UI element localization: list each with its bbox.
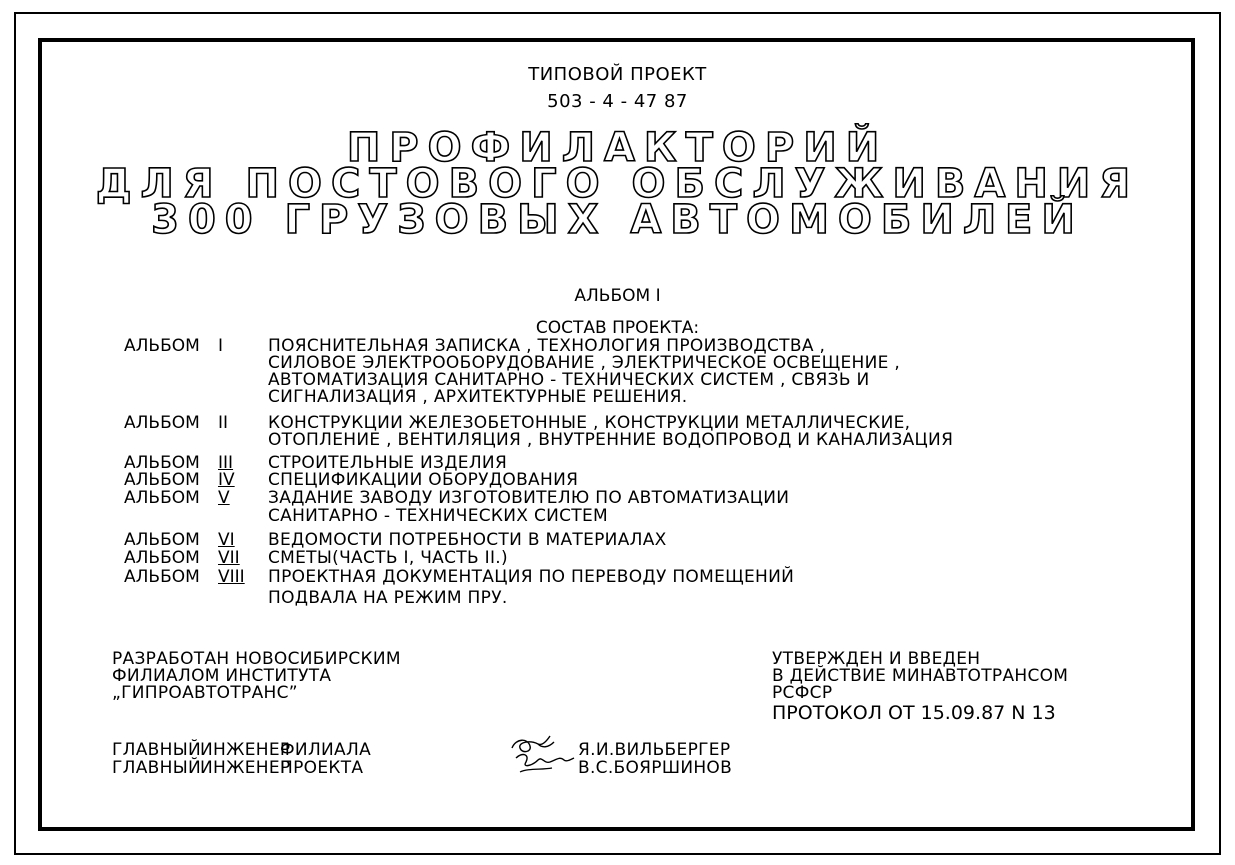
album-number: III [218,453,234,473]
album-label: АЛЬБОМ [124,336,200,356]
signatory-role: ГЛАВНЫЙ [112,740,202,760]
album-current: АЛЬБОМ I [574,286,661,306]
album-text: ПРОЕКТНАЯ ДОКУМЕНТАЦИЯ ПО ПЕРЕВОДУ ПОМЕЩЕНИЙ [268,567,795,587]
developer-line: РАЗРАБОТАН НОВОСИБИРСКИМ [112,649,401,669]
protocol-line: ПРОТОКОЛ ОТ 15.09.87 N 13 [772,702,1056,724]
album-number: V [218,488,230,508]
developer-line: ФИЛИАЛОМ ИНСТИТУТА [112,666,332,686]
project-number: 503 - 4 - 47 87 [547,91,688,112]
signatory-role: ГЛАВНЫЙ [112,758,202,778]
handwritten-signature [508,732,576,780]
album-text: СИГНАЛИЗАЦИЯ , АРХИТЕКТУРНЫЕ РЕШЕНИЯ. [268,387,688,407]
album-number: VI [218,530,235,550]
album-label: АЛЬБОМ [124,488,200,508]
album-label: АЛЬБОМ [124,413,200,433]
signatory-role: ИНЖЕНЕР [200,758,291,778]
album-text: ЗАДАНИЕ ЗАВОДУ ИЗГОТОВИТЕЛЮ ПО АВТОМАТИЗАЦИИ [268,488,790,508]
title-line-3: 300 ГРУЗОВЫХ АВТОМОБИЛЕЙ [151,197,1084,243]
album-number: IV [218,470,235,490]
composition-heading: СОСТАВ ПРОЕКТА: [535,318,700,338]
album-label: АЛЬБОМ [124,548,200,568]
album-text: САНИТАРНО - ТЕХНИЧЕСКИХ СИСТЕМ [268,506,608,526]
album-text: КОНСТРУКЦИИ ЖЕЛЕЗОБЕТОННЫЕ , КОНСТРУКЦИИ МЕТАЛЛИЧЕСКИЕ, [268,413,911,433]
approval-line: В ДЕЙСТВИЕ МИНАВТОТРАНСОМ [772,666,1069,686]
album-text: ПОДВАЛА НА РЕЖИМ ПРУ. [268,588,508,608]
album-number: VIII [218,567,245,587]
doc-type: ТИПОВОЙ ПРОЕКТ [528,64,707,85]
album-number: VII [218,548,240,568]
signatory-name: В.С.БОЯРШИНОВ [578,758,733,778]
album-number: II [218,413,229,433]
album-label: АЛЬБОМ [124,567,200,587]
album-text: СМЕТЫ(ЧАСТЬ I, ЧАСТЬ II.) [268,548,508,568]
title-line-1: ПРОФИЛАКТОРИЙ [346,125,889,171]
album-text: АВТОМАТИЗАЦИЯ САНИТАРНО - ТЕХНИЧЕСКИХ СИСТЕМ , СВЯЗЬ И [268,370,870,390]
approval-line: УТВЕРЖДЕН И ВВЕДЕН [772,649,981,669]
album-text: СПЕЦИФИКАЦИИ ОБОРУДОВАНИЯ [268,470,579,490]
album-label: АЛЬБОМ [124,453,200,473]
signatory-role: ФИЛИАЛА [280,740,371,760]
album-text: СТРОИТЕЛЬНЫЕ ИЗДЕЛИЯ [268,453,508,473]
signatory-name: Я.И.ВИЛЬБЕРГЕР [578,740,731,760]
album-text: ОТОПЛЕНИЕ , ВЕНТИЛЯЦИЯ , ВНУТРЕННИЕ ВОДОПРОВОД И КАНАЛИЗАЦИЯ [268,430,954,450]
title-line-2: ДЛЯ ПОСТОВОГО ОБСЛУЖИВАНИЯ [95,161,1140,207]
signatory-role: ИНЖЕНЕР [200,740,291,760]
album-text: СИЛОВОЕ ЭЛЕКТРООБОРУДОВАНИЕ , ЭЛЕКТРИЧЕСКОЕ ОСВЕЩЕНИЕ , [268,353,901,373]
album-number: I [218,336,224,356]
signatory-role: ПРОЕКТА [280,758,364,778]
album-label: АЛЬБОМ [124,530,200,550]
approval-line: РСФСР [772,683,833,703]
album-text: ПОЯСНИТЕЛЬНАЯ ЗАПИСКА , ТЕХНОЛОГИЯ ПРОИЗВОДСТВА , [268,336,826,356]
developer-line: „ГИПРОАВТОТРАНС” [112,683,298,703]
album-text: ВЕДОМОСТИ ПОТРЕБНОСТИ В МАТЕРИАЛАХ [268,530,667,550]
album-label: АЛЬБОМ [124,470,200,490]
